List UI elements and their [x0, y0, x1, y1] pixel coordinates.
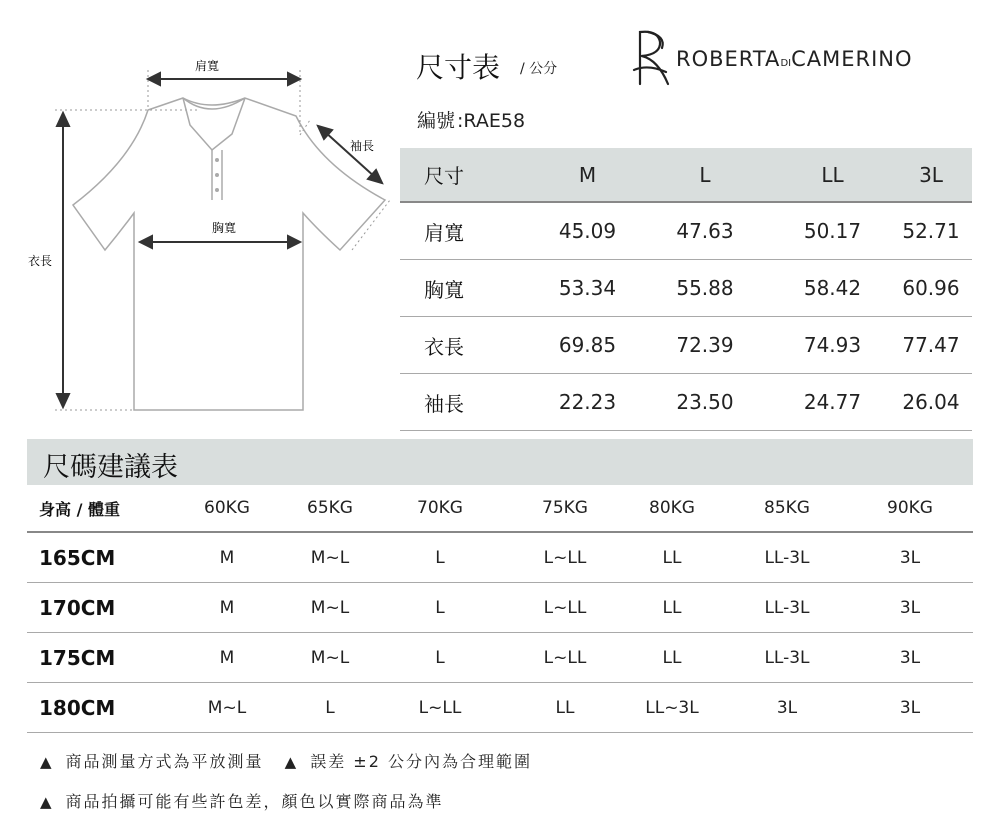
- recommended-size-cell: LL-3L: [764, 647, 810, 668]
- recommended-size-cell: M~L: [310, 597, 350, 618]
- brand-name: ROBERTADICAMERINO: [676, 47, 913, 71]
- height-label: 170CM: [39, 595, 116, 620]
- recommended-size-cell: L: [325, 697, 335, 718]
- recommended-size-cell: 3L: [899, 547, 921, 568]
- size-table-cell: 26.04: [902, 390, 960, 414]
- size-table-row: [400, 317, 972, 374]
- weight-header-cell: 85KG: [764, 498, 810, 518]
- note-color-difference: 商品拍攝可能有些許色差，顏色以實際商品為準: [65, 792, 444, 811]
- recommended-size-cell: M~L: [310, 547, 350, 568]
- product-code-value: :RAE58: [457, 110, 526, 132]
- size-table-cell: 58.42: [803, 276, 862, 300]
- recommended-size-cell: LL: [662, 647, 682, 668]
- size-table-row: [400, 203, 972, 260]
- recommendation-row: [27, 583, 973, 633]
- chest-label: 胸寬: [211, 221, 237, 235]
- recommended-size-cell: L: [435, 647, 445, 668]
- recommended-size-cell: L~LL: [543, 597, 587, 618]
- size-table-cell: 72.39: [676, 333, 734, 357]
- recommendation-title: 尺碼建議表: [43, 452, 178, 483]
- recommendation-row: [27, 533, 973, 583]
- size-table-cell: 77.47: [902, 333, 960, 357]
- height-label: 180CM: [39, 695, 116, 720]
- recommendation-row: [27, 633, 973, 683]
- size-table-cell: 60.96: [902, 276, 960, 300]
- weight-header-cell: 60KG: [204, 498, 250, 518]
- size-table-row-label: 袖長: [424, 391, 464, 416]
- triangle-bullet-icon: ▲: [40, 793, 52, 811]
- brand-logo-icon: [628, 26, 674, 88]
- recommendation-header-label: 身高 / 體重: [39, 499, 120, 519]
- recommendation-header-row: [27, 485, 973, 533]
- size-table-row-label: 胸寬: [424, 277, 464, 302]
- size-table-header-cell: M: [578, 162, 597, 187]
- size-table-cell: 23.50: [676, 390, 734, 414]
- recommended-size-cell: LL-3L: [764, 597, 810, 618]
- size-table-cell: 47.63: [676, 219, 734, 243]
- weight-header-cell: 75KG: [542, 498, 588, 518]
- size-table-cell: 52.71: [902, 219, 960, 243]
- size-table-cell: 69.85: [558, 333, 617, 357]
- size-table-cell: 55.88: [676, 276, 734, 300]
- recommended-size-cell: M: [219, 647, 235, 668]
- recommended-size-cell: LL-3L: [764, 547, 810, 568]
- recommended-size-cell: LL: [555, 697, 575, 718]
- recommended-size-cell: M: [219, 547, 235, 568]
- recommended-size-cell: LL~3L: [645, 697, 699, 718]
- size-table-cell: 50.17: [803, 219, 862, 243]
- recommended-size-cell: LL: [662, 597, 682, 618]
- product-code: [417, 106, 525, 133]
- note-line-2: [40, 789, 444, 812]
- note-line-1: [40, 749, 532, 772]
- size-table-header-row: [400, 148, 972, 203]
- recommended-size-cell: 3L: [776, 697, 798, 718]
- size-table-cell: 22.23: [558, 390, 617, 414]
- size-table-row-label: 衣長: [424, 334, 464, 359]
- weight-header-cell: 90KG: [887, 498, 933, 518]
- shoulder-label: 肩寬: [194, 59, 220, 73]
- size-table-header-cell: 3L: [919, 162, 943, 187]
- size-table-cell: 53.34: [558, 276, 617, 300]
- recommended-size-cell: L~LL: [418, 697, 462, 718]
- size-table-header-cell: LL: [821, 162, 844, 187]
- size-table-cell: 74.93: [803, 333, 862, 357]
- recommended-size-cell: L~LL: [543, 647, 587, 668]
- recommended-size-cell: L: [435, 547, 445, 568]
- recommended-size-cell: L~LL: [543, 547, 587, 568]
- size-chart-title: 尺寸表: [416, 51, 501, 84]
- shirt-measurement-diagram: [0, 0, 400, 430]
- size-table-row: [400, 374, 972, 431]
- size-table-cell: 45.09: [558, 219, 617, 243]
- height-label: 175CM: [39, 645, 116, 670]
- unit-label: / 公分: [520, 61, 558, 77]
- note-tolerance: 誤差 ±2 公分內為合理範圍: [310, 752, 532, 771]
- size-table-header-cell: L: [699, 162, 711, 187]
- height-label: 165CM: [39, 545, 116, 570]
- size-table-row: [400, 260, 972, 317]
- recommended-size-cell: L: [435, 597, 445, 618]
- recommended-size-cell: 3L: [899, 697, 921, 718]
- product-code-label: 編號: [417, 110, 456, 132]
- recommended-size-cell: M~L: [207, 697, 247, 718]
- size-table-cell: 24.77: [803, 390, 862, 414]
- note-measure-method: 商品測量方式為平放測量: [65, 752, 264, 771]
- size-recommendation-table: [27, 485, 973, 733]
- size-measurement-table: [400, 148, 972, 431]
- length-label: 衣長: [27, 254, 53, 268]
- recommendation-row: [27, 683, 973, 733]
- size-table-header-cell: 尺寸: [424, 164, 464, 188]
- triangle-bullet-icon: ▲: [284, 753, 297, 771]
- sleeve-label: 袖長: [349, 139, 375, 153]
- recommended-size-cell: 3L: [899, 597, 921, 618]
- recommended-size-cell: 3L: [899, 647, 921, 668]
- size-table-row-label: 肩寬: [424, 220, 464, 245]
- triangle-bullet-icon: ▲: [40, 753, 52, 771]
- weight-header-cell: 65KG: [307, 498, 353, 518]
- weight-header-cell: 70KG: [417, 498, 463, 518]
- recommended-size-cell: M~L: [310, 647, 350, 668]
- recommended-size-cell: LL: [662, 547, 682, 568]
- recommended-size-cell: M: [219, 597, 235, 618]
- weight-header-cell: 80KG: [649, 498, 695, 518]
